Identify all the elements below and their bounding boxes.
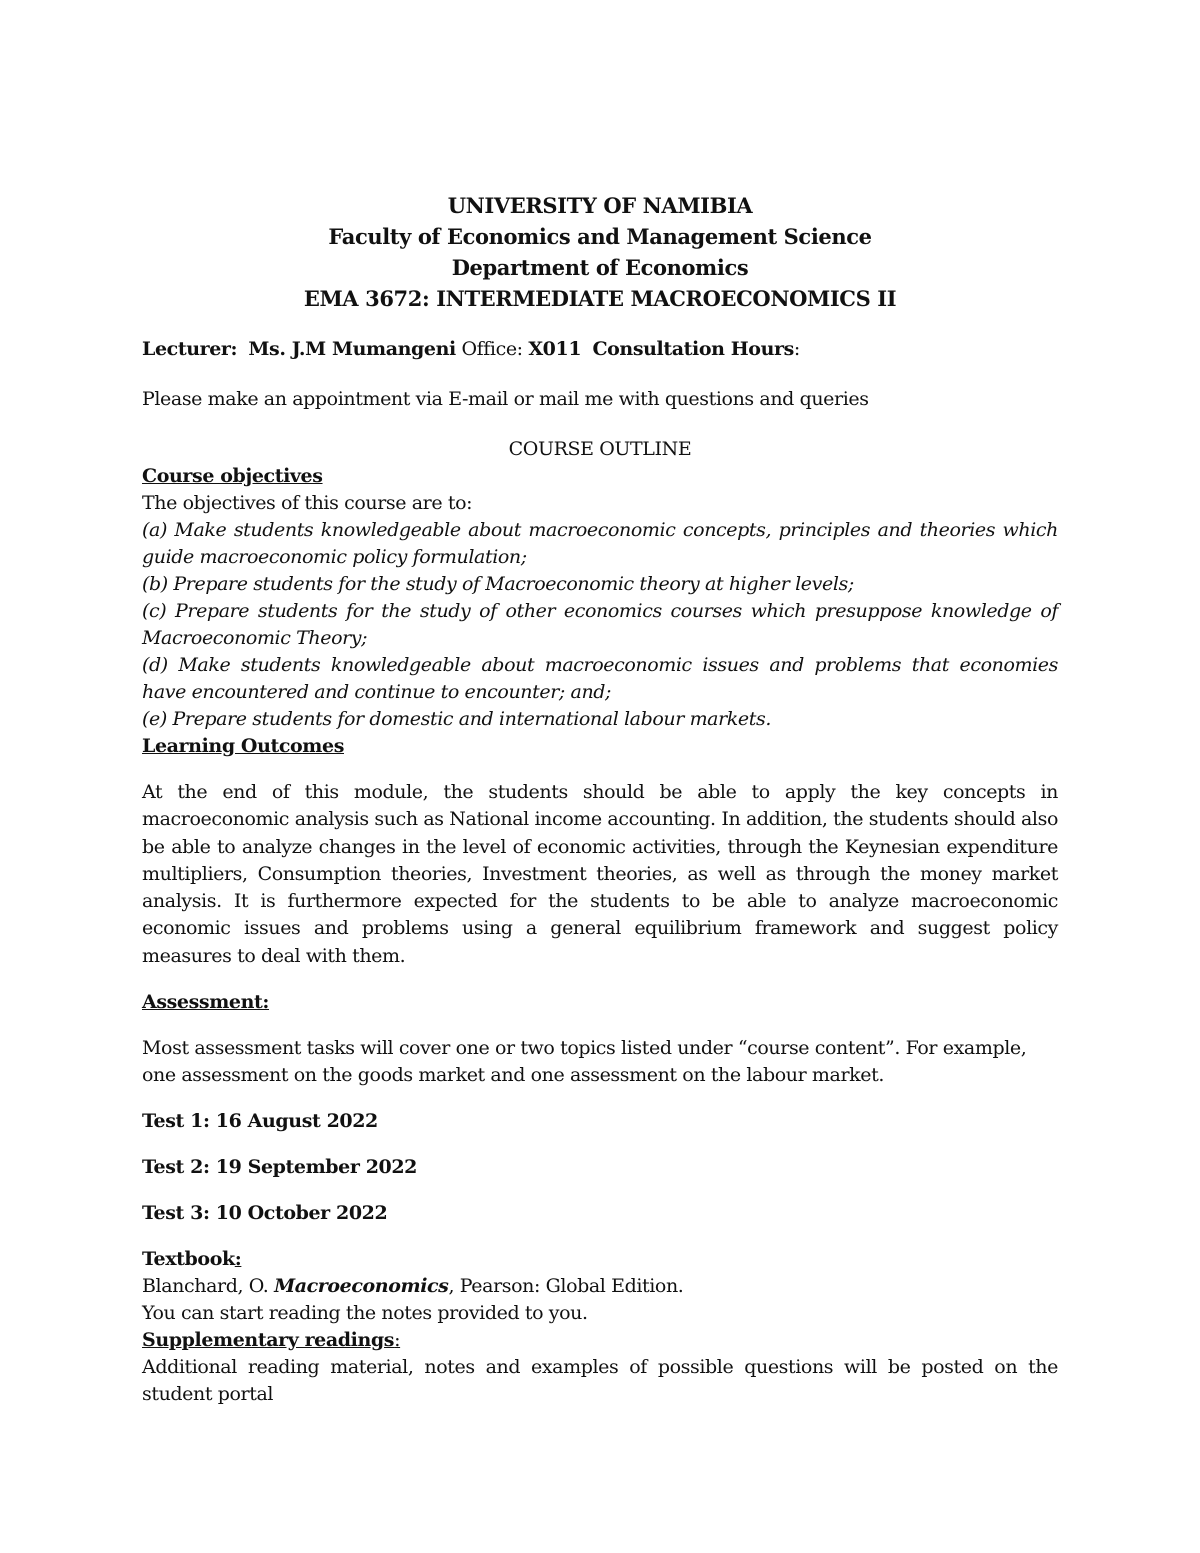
- assessment-heading: Assessment:: [142, 991, 270, 1014]
- textbook-author: Blanchard, O.: [142, 1275, 269, 1298]
- textbook-reference: [142, 1273, 1058, 1300]
- objective-item-e-text: (e) Prepare students for domestic and international labour markets: [142, 708, 766, 730]
- appointment-note: Please make an appointment via E-mail or mail me with questions and queries: [142, 388, 869, 410]
- supplementary-colon: :: [394, 1329, 401, 1352]
- textbook-section: [142, 1273, 1058, 1408]
- course-objectives-heading: Course objectives: [142, 465, 323, 487]
- test-3-date: Test 3: 10 October 2022: [142, 1202, 388, 1225]
- test-2-date: Test 2: 19 September 2022: [142, 1156, 417, 1179]
- objectives-intro: The objectives of this course are to:: [142, 492, 473, 514]
- supplementary-heading: Supplementary readings: [142, 1329, 395, 1352]
- consultation-colon: :: [793, 338, 800, 360]
- document-content: [142, 190, 1058, 1408]
- document-header: [142, 190, 1058, 314]
- lecturer-line: [142, 336, 1058, 363]
- course-outline-title: COURSE OUTLINE: [508, 438, 692, 460]
- textbook-note: You can start reading the notes provided to you.: [142, 1302, 588, 1325]
- textbook-heading: [142, 1246, 1058, 1273]
- assessment-text: Most assessment tasks will cover one or two topics listed under “course content”. For example, one assessment on the goods market and one assessment on the labour market.: [142, 1037, 1027, 1087]
- lecturer-label: Lecturer:: [142, 338, 238, 360]
- supplementary-heading-line: [142, 1327, 1058, 1354]
- objective-item-c: (c) Prepare students for the study of other economics courses which presuppose knowledge of Macroeconomic Theory;: [142, 600, 1058, 649]
- supplementary-text: Additional reading material, notes and examples of possible questions will be posted on the student portal: [142, 1356, 1058, 1406]
- department-name: Department of Economics: [451, 255, 749, 280]
- test-1-date: Test 1: 16 August 2022: [142, 1110, 378, 1133]
- faculty-name: Faculty of Economics and Management Science: [328, 224, 872, 249]
- textbook-heading-word: Textbook: [142, 1248, 235, 1271]
- lecturer-name: Ms. J.M Mumangeni: [248, 338, 456, 360]
- consultation-label: Consultation Hours: [592, 338, 794, 360]
- course-title: EMA 3672: INTERMEDIATE MACROECONOMICS II: [303, 286, 897, 311]
- learning-outcomes-text: At the end of this module, the students should be able to apply the key concepts in macroeconomic analysis such as National income accounting. In addition, the students should also be able to analyze changes in the level of economic activities, through the Keynesian expenditure multipliers, Consumption theories, Investment theories, as well as through the money market analysis. It is furthermore expected for the students to be able to analyze macroeconomic economic issues and problems using a general equilibrium framework and suggest policy measures to deal with them.: [142, 781, 1058, 967]
- course-objectives-section: [142, 463, 1058, 760]
- office-number: X011: [528, 338, 582, 360]
- office-label: Office:: [461, 338, 523, 360]
- learning-outcomes-heading: Learning Outcomes: [142, 735, 344, 757]
- university-name: UNIVERSITY OF NAMIBIA: [447, 193, 753, 218]
- objective-item-e-period: .: [765, 708, 771, 730]
- objective-item-a: (a) Make students knowledgeable about macroeconomic concepts, principles and theories which guide macroeconomic policy formulation;: [142, 519, 1058, 568]
- textbook-title: Macroeconomics: [274, 1275, 449, 1298]
- objective-item-e: [142, 706, 1058, 733]
- textbook-heading-colon: :: [234, 1248, 242, 1271]
- objective-item-d: (d) Make students knowledgeable about macroeconomic issues and problems that economies have encountered and continue to encounter; and;: [142, 654, 1058, 703]
- objective-item-b: (b) Prepare students for the study of Macroeconomic theory at higher levels;: [142, 573, 854, 595]
- textbook-publisher: , Pearson: Global Edition.: [448, 1275, 684, 1298]
